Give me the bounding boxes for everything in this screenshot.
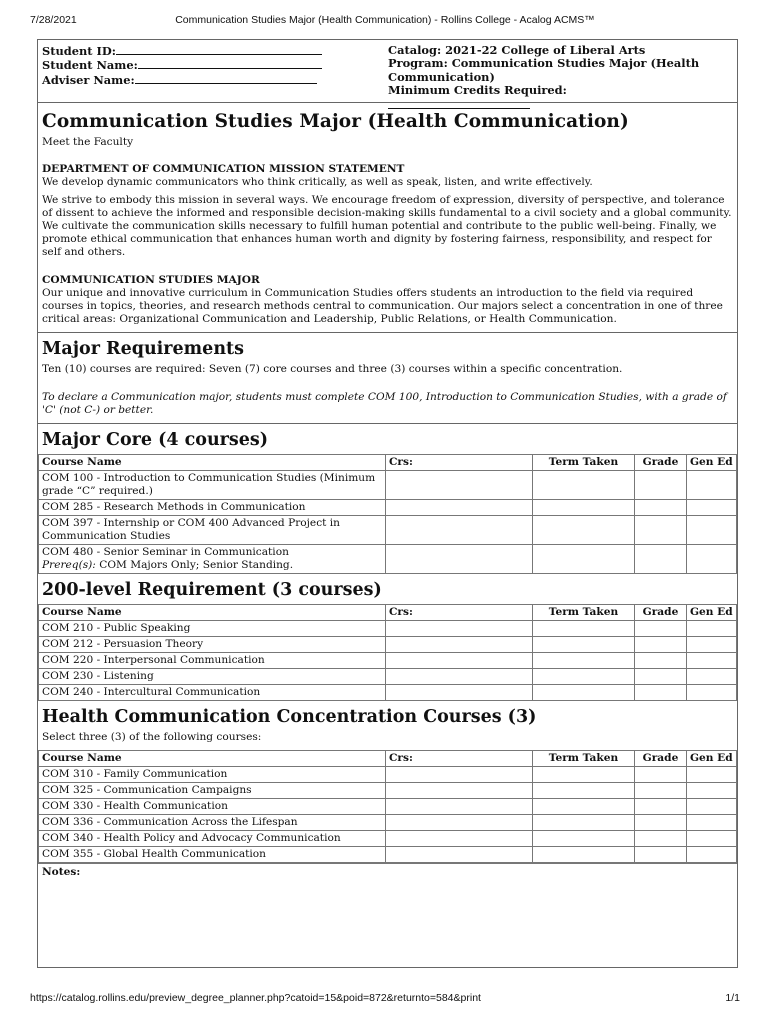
print-header <box>30 14 740 28</box>
grade-cell[interactable] <box>635 815 687 831</box>
crs-cell[interactable] <box>386 767 533 783</box>
grade-cell[interactable] <box>635 685 687 701</box>
course-name-header: Course Name <box>39 751 386 767</box>
student-id-label: Student ID: <box>42 44 116 58</box>
term-taken-header: Term Taken <box>533 751 635 767</box>
mission-paragraph-1: We develop dynamic communicators who think critically, as well as speak, listen, and write effectively. <box>42 176 593 189</box>
term-cell[interactable] <box>533 669 635 685</box>
health-title: Health Communication Concentration Courses (3) <box>42 707 537 728</box>
declare-note: To declare a Communication major, students must complete COM 100, Introduction to Communication Studies, with a grade of 'C' (not C-) or better. <box>42 390 727 416</box>
crs-cell[interactable] <box>386 685 533 701</box>
gen-ed-header: Gen Ed <box>687 605 737 621</box>
course-name: COM 220 - Interpersonal Communication <box>39 653 386 669</box>
course-name: COM 325 - Communication Campaigns <box>39 783 386 799</box>
crs-cell[interactable] <box>386 621 533 637</box>
term-cell[interactable] <box>533 847 635 863</box>
table-row <box>39 669 737 685</box>
term-cell[interactable] <box>533 637 635 653</box>
health-select-text: Select three (3) of the following courses: <box>42 731 262 744</box>
term-cell[interactable] <box>533 831 635 847</box>
catalog-label: Catalog: 2021-22 College of Liberal Arts <box>388 43 646 57</box>
crs-cell[interactable] <box>386 471 533 500</box>
gen-ed-cell[interactable] <box>687 653 737 669</box>
meet-faculty-text: Meet the Faculty <box>42 136 134 148</box>
course-name: COM 397 - Internship or COM 400 Advanced Project in Communication Studies <box>39 516 386 545</box>
grade-cell[interactable] <box>635 500 687 516</box>
table-row <box>39 653 737 669</box>
crs-cell[interactable] <box>386 783 533 799</box>
course-name: COM 100 - Introduction to Communication Studies (Minimum grade “C” required.) <box>39 471 386 500</box>
major-title: COMMUNICATION STUDIES MAJOR <box>42 273 260 286</box>
term-cell[interactable] <box>533 545 635 574</box>
gen-ed-cell[interactable] <box>687 471 737 500</box>
term-cell[interactable] <box>533 685 635 701</box>
health-table <box>38 750 737 863</box>
crs-cell[interactable] <box>386 516 533 545</box>
gen-ed-cell[interactable] <box>687 783 737 799</box>
level200-title: 200-level Requirement (3 courses) <box>42 580 382 601</box>
crs-cell[interactable] <box>386 815 533 831</box>
grade-cell[interactable] <box>635 471 687 500</box>
term-cell[interactable] <box>533 621 635 637</box>
table-row <box>39 831 737 847</box>
table-row <box>39 767 737 783</box>
term-cell[interactable] <box>533 653 635 669</box>
course-name: COM 340 - Health Policy and Advocacy Communication <box>39 831 386 847</box>
course-name: COM 355 - Global Health Communication <box>39 847 386 863</box>
course-name: COM 336 - Communication Across the Lifespan <box>39 815 386 831</box>
gen-ed-cell[interactable] <box>687 500 737 516</box>
course-name-header: Course Name <box>39 455 386 471</box>
grade-header: Grade <box>635 751 687 767</box>
course-name <box>39 545 386 574</box>
gen-ed-cell[interactable] <box>687 669 737 685</box>
requirements-title: Major Requirements <box>42 339 244 360</box>
table-row <box>39 815 737 831</box>
grade-cell[interactable] <box>635 621 687 637</box>
course-name: COM 240 - Intercultural Communication <box>39 685 386 701</box>
table-row <box>39 471 737 500</box>
grade-cell[interactable] <box>635 516 687 545</box>
major-paragraph: Our unique and innovative curriculum in Communication Studies offers students an introduction to the field via required courses in topics, theories, and research methods central to communication. Our majors select a concentration in one of three critical areas: Organizational Communication and Leadership, Public Relations, or Health Communication. <box>42 286 723 326</box>
program-label-2: Communication) <box>388 69 495 84</box>
print-url: https://catalog.rollins.edu/preview_degree_planner.php?catoid=15&poid=872&returnto=584&print <box>30 992 481 1004</box>
grade-cell[interactable] <box>635 847 687 863</box>
table-row <box>39 799 737 815</box>
min-credits-field[interactable] <box>388 98 530 109</box>
crs-cell[interactable] <box>386 847 533 863</box>
table-row <box>39 500 737 516</box>
page-count: 1/1 <box>725 992 740 1004</box>
grade-cell[interactable] <box>635 637 687 653</box>
mission-paragraph-2: We strive to embody this mission in several ways. We encourage freedom of expression, diversity of perspective, and tolerance of dissent to achieve the informed and responsible decision-making skills fundamental to a civil society and a global community. We cultivate the communication skills necessary to fulfill human potential and contribute to the public well-being. Finally, we promote ethical communication that enhances human worth and dignity by fostering fairness, responsibility, and respect for self and others. <box>42 193 732 259</box>
course-name-header: Course Name <box>39 605 386 621</box>
table-row <box>39 847 737 863</box>
course-name: COM 230 - Listening <box>39 669 386 685</box>
grade-cell[interactable] <box>635 669 687 685</box>
crs-cell[interactable] <box>386 500 533 516</box>
notes-area[interactable] <box>38 863 737 940</box>
gen-ed-cell[interactable] <box>687 516 737 545</box>
grade-header: Grade <box>635 605 687 621</box>
print-title: Communication Studies Major (Health Communication) - Rollins College - Acalog ACMS™ <box>175 14 595 26</box>
course-name: COM 285 - Research Methods in Communication <box>39 500 386 516</box>
adviser-name-label: Adviser Name: <box>42 72 135 87</box>
table-header-row <box>39 455 737 471</box>
student-id-field[interactable] <box>116 44 322 55</box>
course-name: COM 212 - Persuasion Theory <box>39 637 386 653</box>
gen-ed-header: Gen Ed <box>687 751 737 767</box>
term-cell[interactable] <box>533 799 635 815</box>
crs-cell[interactable] <box>386 545 533 574</box>
table-header-row <box>39 751 737 767</box>
table-row <box>39 516 737 545</box>
gen-ed-cell[interactable] <box>687 637 737 653</box>
grade-cell[interactable] <box>635 831 687 847</box>
gen-ed-cell[interactable] <box>687 685 737 701</box>
prereq-text: COM Majors Only; Senior Standing. <box>95 559 294 572</box>
gen-ed-cell[interactable] <box>687 799 737 815</box>
gen-ed-cell[interactable] <box>687 847 737 863</box>
gen-ed-cell[interactable] <box>687 831 737 847</box>
gen-ed-cell[interactable] <box>687 815 737 831</box>
crs-cell[interactable] <box>386 799 533 815</box>
crs-header: Crs: <box>386 455 533 471</box>
grade-header: Grade <box>635 455 687 471</box>
table-row <box>39 545 737 574</box>
core-title: Major Core (4 courses) <box>42 430 269 451</box>
gen-ed-cell[interactable] <box>687 767 737 783</box>
term-taken-header: Term Taken <box>533 605 635 621</box>
notes-label: Notes: <box>42 866 81 879</box>
course-name: COM 330 - Health Communication <box>39 799 386 815</box>
student-info <box>38 40 737 103</box>
grade-cell[interactable] <box>635 653 687 669</box>
page-title: Communication Studies Major (Health Communication) <box>42 111 629 132</box>
table-row <box>39 637 737 653</box>
adviser-name-field[interactable] <box>135 73 317 84</box>
term-cell[interactable] <box>533 500 635 516</box>
table-header-row <box>39 605 737 621</box>
prereq-label: Prereq(s): <box>42 559 96 572</box>
grade-cell[interactable] <box>635 767 687 783</box>
course-name: COM 310 - Family Communication <box>39 767 386 783</box>
gen-ed-cell[interactable] <box>687 545 737 574</box>
min-credits-label: Minimum Credits Required: <box>388 83 567 98</box>
crs-cell[interactable] <box>386 653 533 669</box>
core-table <box>38 454 737 574</box>
term-cell[interactable] <box>533 471 635 500</box>
term-cell[interactable] <box>533 516 635 545</box>
course-name: COM 210 - Public Speaking <box>39 621 386 637</box>
crs-header: Crs: <box>386 605 533 621</box>
student-name-label: Student Name: <box>42 58 138 73</box>
gen-ed-header: Gen Ed <box>687 455 737 471</box>
course-name-text: COM 480 - Senior Seminar in Communication <box>42 546 289 559</box>
crs-cell[interactable] <box>386 637 533 653</box>
table-row <box>39 621 737 637</box>
mission-title: DEPARTMENT OF COMMUNICATION MISSION STATEMENT <box>42 163 405 176</box>
term-cell[interactable] <box>533 815 635 831</box>
table-row <box>39 783 737 799</box>
crs-cell[interactable] <box>386 831 533 847</box>
grade-cell[interactable] <box>635 799 687 815</box>
grade-cell[interactable] <box>635 545 687 574</box>
term-taken-header: Term Taken <box>533 455 635 471</box>
student-name-field[interactable] <box>138 58 322 69</box>
table-row <box>39 685 737 701</box>
term-cell[interactable] <box>533 783 635 799</box>
print-footer <box>30 992 740 1006</box>
level200-table <box>38 604 737 701</box>
program-label-1: Program: Communication Studies Major (Health <box>388 56 700 71</box>
term-cell[interactable] <box>533 767 635 783</box>
gen-ed-cell[interactable] <box>687 621 737 637</box>
print-date: 7/28/2021 <box>30 14 77 26</box>
requirements-text: Ten (10) courses are required: Seven (7) core courses and three (3) courses within a specific concentration. <box>42 363 623 376</box>
crs-cell[interactable] <box>386 669 533 685</box>
degree-planner-frame <box>37 39 738 968</box>
grade-cell[interactable] <box>635 783 687 799</box>
crs-header: Crs: <box>386 751 533 767</box>
